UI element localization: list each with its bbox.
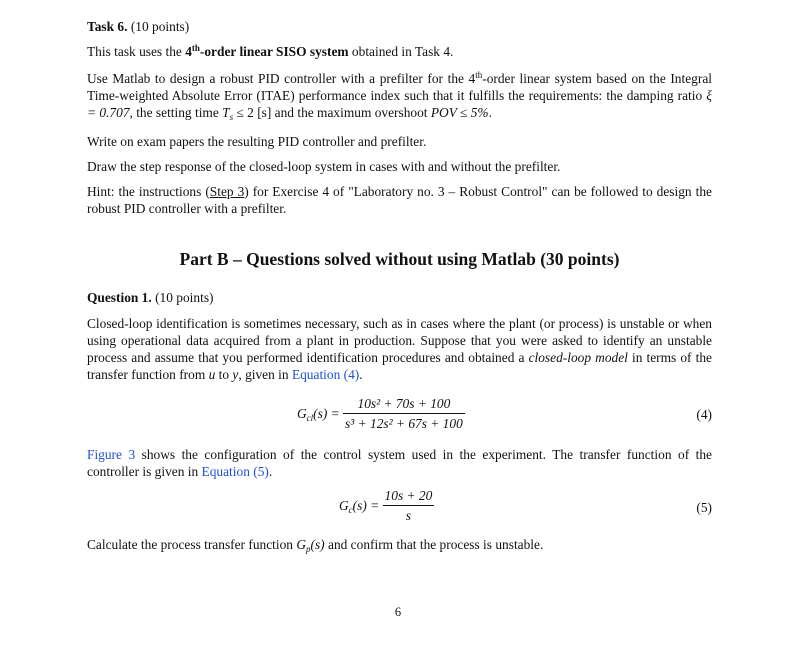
equation5-link[interactable]: Equation (5) bbox=[201, 464, 269, 479]
question1-calculate: Calculate the process transfer function $G_p(s)$ and confirm that the process is unstable. bbox=[87, 537, 544, 554]
task6-intro bbox=[87, 43, 712, 60]
eq4-label: (4) bbox=[696, 407, 712, 422]
max-overshoot: POV ≤ 5% bbox=[430, 105, 489, 120]
task6-hint: Hint: the instructions (Step 3) for Exercise 4 of "Laboratory no. 3 – Robust Control" can be followed to design the robust PID controller with a prefilter. bbox=[87, 184, 712, 216]
eq4-fraction bbox=[343, 395, 465, 432]
part-b-title: Part B – Questions solved without using Matlab (30 points) bbox=[179, 249, 620, 269]
eq5-label: (5) bbox=[696, 500, 712, 515]
question1-paragraph: Closed-loop identification is sometimes necessary, such as in cases where the plant (or process) is unstable or when using operational data acquired from a plant in production. Suppose that you were asked to identify an unstable process and assume that you performed identification procedures and obtained a closed-loop model in terms of the transfer function from u to y, given in Equation (4). bbox=[87, 316, 712, 382]
damping-ratio: ξ = 0.707 bbox=[87, 88, 712, 120]
question1-heading: Question 1. (10 points) bbox=[87, 290, 214, 305]
task6-design-paragraph: Use Matlab to design a robust PID controller with a prefilter for the 4th-order linear system based on the Integral Time-weighted Absolute Error (ITAE) performance index such that it fulfills the requirements: the damping ratio ξ = 0.707, the setting time $T_s \le 2$ [s] and the maximum overshoot POV ≤ 5%. bbox=[87, 70, 712, 122]
equation-5 bbox=[339, 487, 434, 524]
eq5-numerator: 10s + 20 bbox=[383, 487, 435, 506]
task6-heading bbox=[87, 18, 712, 35]
eq4-denominator: s³ + 12s² + 67s + 100 bbox=[345, 416, 463, 431]
eq4-lhs: $G_{cl}(s)$ = bbox=[297, 406, 340, 423]
figure3-link[interactable]: Figure 3 bbox=[87, 447, 136, 462]
task6-draw: Draw the step response of the closed-loop system in cases with and without the prefilter. bbox=[87, 159, 561, 174]
step3-link[interactable]: Step 3 bbox=[209, 184, 245, 199]
eq5-fraction bbox=[383, 487, 435, 524]
task6-points: (10 points) bbox=[130, 19, 190, 34]
eq5-lhs: $G_c(s)$ = bbox=[339, 498, 380, 515]
intro-text: This task uses the bbox=[87, 44, 186, 59]
eq5-denominator: s bbox=[405, 508, 412, 523]
equation4-link[interactable]: Equation (4) bbox=[291, 367, 360, 382]
figure3-paragraph: Figure 3 shows the configuration of the control system used in the experiment. The transfer function of the controller is given in Equation (5). bbox=[87, 447, 712, 479]
page-number: 6 bbox=[394, 605, 402, 619]
equation-4 bbox=[297, 395, 465, 432]
process-tf: $G_p(s)$ bbox=[296, 537, 325, 554]
intro-order: 4th bbox=[185, 43, 200, 59]
task6-write: Write on exam papers the resulting PID controller and prefilter. bbox=[87, 134, 427, 149]
intro-bold-text: -order linear SISO system bbox=[199, 44, 349, 59]
eq4-numerator: 10s² + 70s + 100 bbox=[343, 395, 465, 414]
task6-title: Task 6. bbox=[87, 19, 128, 34]
settling-time: $T_s$ bbox=[222, 105, 234, 122]
intro-tail: obtained in Task 4. bbox=[348, 44, 454, 59]
